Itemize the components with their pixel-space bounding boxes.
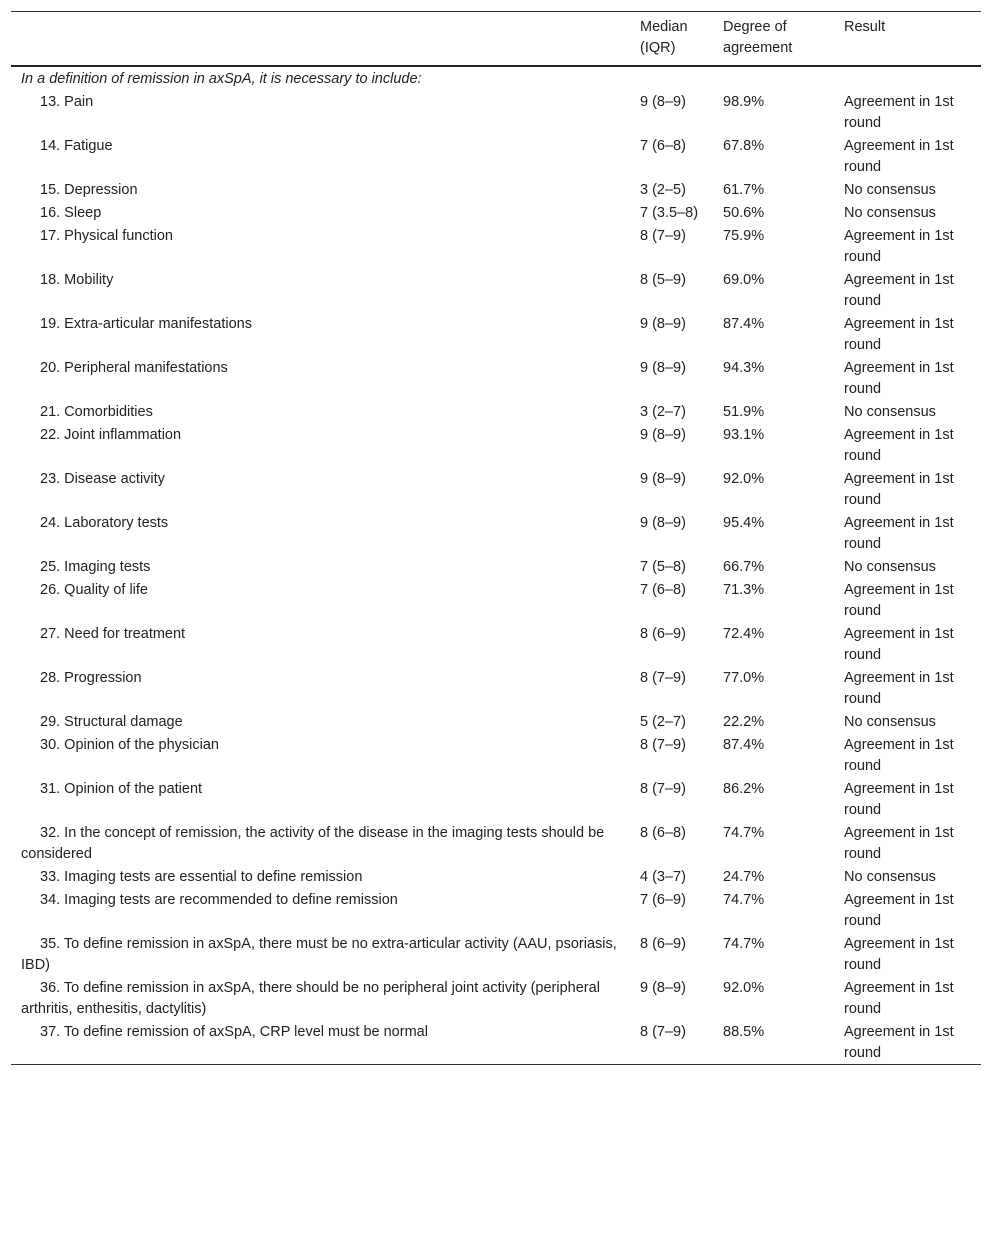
row-label: [11, 579, 630, 623]
row-median: 5 (2–7): [640, 714, 686, 730]
row-label: [11, 91, 630, 135]
row-agreement: 75.9%: [723, 228, 765, 244]
row-label-text: 27. Need for treatment: [40, 626, 186, 642]
row-result: No consensus: [844, 182, 936, 198]
row-agreement: 22.2%: [723, 714, 765, 730]
section-title: In a definition of remission in axSpA, it is necessary to include:: [21, 71, 422, 87]
table-container: [11, 11, 981, 1065]
row-result: Agreement in 1st round: [844, 892, 954, 929]
row-result: Agreement in 1st round: [844, 980, 954, 1017]
row-result: Agreement in 1st round: [844, 471, 954, 508]
row-median: 9 (8–9): [640, 316, 686, 332]
row-label-text: 28. Progression: [40, 670, 142, 686]
row-result: Agreement in 1st round: [844, 1024, 954, 1061]
row-median: 9 (8–9): [640, 360, 686, 376]
table-row: [11, 202, 981, 225]
row-label: [11, 822, 630, 866]
row-label-text: 31. Opinion of the patient: [40, 781, 203, 797]
row-agreement: 74.7%: [723, 936, 765, 952]
row-result: Agreement in 1st round: [844, 515, 954, 552]
table-row: [11, 977, 981, 1021]
table-row: [11, 579, 981, 623]
row-result: No consensus: [844, 205, 936, 221]
row-median: 3 (2–7): [640, 404, 686, 420]
table-row: [11, 135, 981, 179]
row-label-text: 16. Sleep: [40, 205, 102, 221]
table-header: [11, 12, 981, 67]
row-median: 7 (6–8): [640, 138, 686, 154]
row-result: Agreement in 1st round: [844, 316, 954, 353]
row-median: 8 (7–9): [640, 781, 686, 797]
row-label: [11, 556, 630, 579]
table-row: [11, 711, 981, 734]
row-agreement: 74.7%: [723, 892, 765, 908]
row-agreement: 61.7%: [723, 182, 765, 198]
row-agreement: 88.5%: [723, 1024, 765, 1040]
row-agreement: 87.4%: [723, 737, 765, 753]
row-agreement: 92.0%: [723, 980, 765, 996]
row-agreement: 67.8%: [723, 138, 765, 154]
row-median: 9 (8–9): [640, 471, 686, 487]
row-result: Agreement in 1st round: [844, 670, 954, 707]
row-median: 7 (6–8): [640, 582, 686, 598]
row-label-text: 30. Opinion of the physician: [40, 737, 219, 753]
row-label: [11, 1021, 630, 1064]
row-label: [11, 357, 630, 401]
row-label: [11, 135, 630, 179]
row-label: [11, 778, 630, 822]
row-label-text: 29. Structural damage: [40, 714, 183, 730]
row-label: [11, 866, 630, 889]
row-median: 8 (7–9): [640, 670, 686, 686]
table-row: [11, 933, 981, 977]
row-result: Agreement in 1st round: [844, 272, 954, 309]
row-label-text: 18. Mobility: [40, 272, 114, 288]
row-result: Agreement in 1st round: [844, 228, 954, 265]
row-median: 8 (7–9): [640, 737, 686, 753]
row-agreement: 87.4%: [723, 316, 765, 332]
row-agreement: 51.9%: [723, 404, 765, 420]
table-row: [11, 401, 981, 424]
header-result: Result: [833, 12, 981, 67]
row-agreement: 24.7%: [723, 869, 765, 885]
row-label-text: 32. In the concept of remission, the activity of the disease in the imaging tests should be considered: [21, 825, 605, 862]
table-row: [11, 179, 981, 202]
row-label-text: 34. Imaging tests are recommended to define remission: [40, 892, 398, 908]
row-agreement: 72.4%: [723, 626, 765, 642]
row-median: 8 (6–9): [640, 936, 686, 952]
row-median: 9 (8–9): [640, 980, 686, 996]
row-agreement: 69.0%: [723, 272, 765, 288]
row-label: [11, 225, 630, 269]
row-agreement: 71.3%: [723, 582, 765, 598]
table-row: [11, 91, 981, 135]
row-median: 9 (8–9): [640, 94, 686, 110]
row-agreement: 95.4%: [723, 515, 765, 531]
table-row: [11, 734, 981, 778]
row-median: 7 (5–8): [640, 559, 686, 575]
row-label: [11, 667, 630, 711]
row-result: Agreement in 1st round: [844, 626, 954, 663]
row-agreement: 92.0%: [723, 471, 765, 487]
row-label-text: 26. Quality of life: [40, 582, 148, 598]
row-label-text: 14. Fatigue: [40, 138, 113, 154]
row-label-text: 37. To define remission of axSpA, CRP level must be normal: [40, 1024, 428, 1040]
row-label: [11, 889, 630, 933]
row-result: Agreement in 1st round: [844, 138, 954, 175]
table-row: [11, 269, 981, 313]
row-median: 4 (3–7): [640, 869, 686, 885]
table-row: [11, 468, 981, 512]
table-row: [11, 313, 981, 357]
header-agreement: Degree of agreement: [712, 12, 833, 67]
row-label-text: 15. Depression: [40, 182, 138, 198]
row-label-text: 36. To define remission in axSpA, there should be no peripheral joint activity (peripheral arthritis, enthesitis, dactylitis): [21, 980, 600, 1017]
table-row: [11, 667, 981, 711]
row-median: 9 (8–9): [640, 427, 686, 443]
table-row: [11, 512, 981, 556]
row-label-text: 22. Joint inflammation: [40, 427, 182, 443]
header-item: [11, 12, 630, 67]
row-label-text: 33. Imaging tests are essential to define remission: [40, 869, 363, 885]
row-median: 3 (2–5): [640, 182, 686, 198]
row-label: [11, 623, 630, 667]
row-agreement: 50.6%: [723, 205, 765, 221]
row-label: [11, 202, 630, 225]
row-label: [11, 424, 630, 468]
row-result: Agreement in 1st round: [844, 427, 954, 464]
table-row: [11, 225, 981, 269]
section-row: [11, 66, 981, 91]
table-row: [11, 889, 981, 933]
row-label: [11, 269, 630, 313]
row-label: [11, 313, 630, 357]
row-result: Agreement in 1st round: [844, 825, 954, 862]
row-result: Agreement in 1st round: [844, 737, 954, 774]
row-median: 8 (5–9): [640, 272, 686, 288]
row-agreement: 94.3%: [723, 360, 765, 376]
row-agreement: 66.7%: [723, 559, 765, 575]
row-label: [11, 468, 630, 512]
row-median: 7 (3.5–8): [640, 205, 699, 221]
row-label-text: 24. Laboratory tests: [40, 515, 169, 531]
row-label: [11, 512, 630, 556]
row-result: No consensus: [844, 714, 936, 730]
table-row: [11, 623, 981, 667]
table-row: [11, 556, 981, 579]
row-median: 7 (6–9): [640, 892, 686, 908]
row-median: 9 (8–9): [640, 515, 686, 531]
table-row: [11, 424, 981, 468]
table-row: [11, 866, 981, 889]
row-label-text: 13. Pain: [40, 94, 94, 110]
row-label-text: 21. Comorbidities: [40, 404, 153, 420]
results-table: [11, 11, 981, 1064]
row-label-text: 17. Physical function: [40, 228, 173, 244]
row-label: [11, 179, 630, 202]
row-median: 8 (7–9): [640, 228, 686, 244]
row-median: 8 (6–8): [640, 825, 686, 841]
row-agreement: 93.1%: [723, 427, 765, 443]
row-result: Agreement in 1st round: [844, 94, 954, 131]
row-label: [11, 401, 630, 424]
row-label-text: 23. Disease activity: [40, 471, 165, 487]
row-agreement: 86.2%: [723, 781, 765, 797]
row-result: Agreement in 1st round: [844, 360, 954, 397]
table-row: [11, 822, 981, 866]
bottom-rule: [11, 1064, 981, 1065]
row-result: No consensus: [844, 404, 936, 420]
row-result: Agreement in 1st round: [844, 582, 954, 619]
row-label: [11, 711, 630, 734]
row-result: Agreement in 1st round: [844, 781, 954, 818]
row-result: Agreement in 1st round: [844, 936, 954, 973]
table-row: [11, 778, 981, 822]
row-label-text: 25. Imaging tests: [40, 559, 151, 575]
row-median: 8 (6–9): [640, 626, 686, 642]
row-median: 8 (7–9): [640, 1024, 686, 1040]
header-median: Median (IQR): [630, 12, 712, 67]
row-label-text: 19. Extra-articular manifestations: [40, 316, 252, 332]
row-label: [11, 734, 630, 778]
row-label: [11, 933, 630, 977]
row-label-text: 35. To define remission in axSpA, there must be no extra-articular activity (AAU, psoriasis, IBD): [21, 936, 617, 973]
row-label-text: 20. Peripheral manifestations: [40, 360, 228, 376]
table-row: [11, 357, 981, 401]
row-agreement: 98.9%: [723, 94, 765, 110]
row-result: No consensus: [844, 559, 936, 575]
row-agreement: 74.7%: [723, 825, 765, 841]
row-agreement: 77.0%: [723, 670, 765, 686]
row-result: No consensus: [844, 869, 936, 885]
row-label: [11, 977, 630, 1021]
table-row: [11, 1021, 981, 1064]
table-body: [11, 66, 981, 1064]
